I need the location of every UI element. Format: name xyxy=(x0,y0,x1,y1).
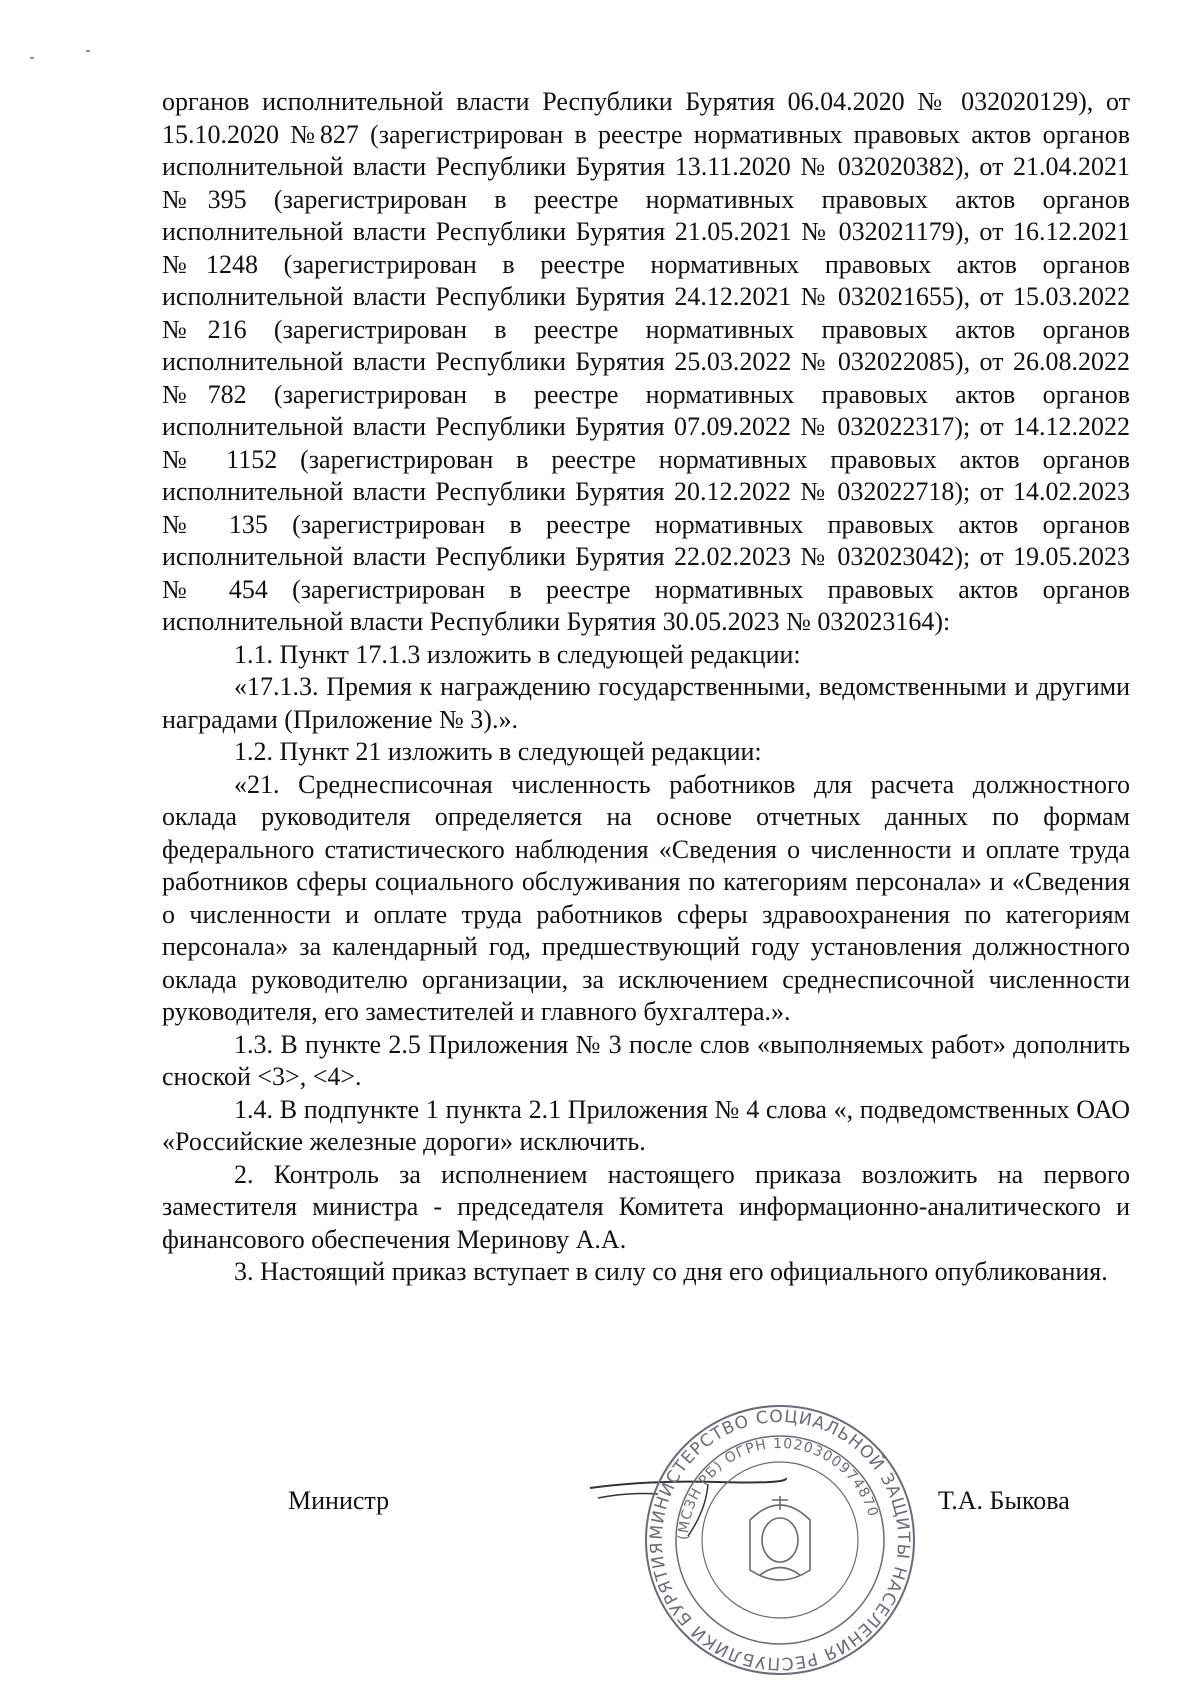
scan-artifact xyxy=(86,50,90,52)
official-seal xyxy=(640,1400,920,1680)
paragraph-quote-17-1-3: «17.1.3. Премия к награждению государственными, ведомственными и другими наградами (Приложение № 3).». xyxy=(162,672,1130,734)
signature-block xyxy=(0,1400,1200,1690)
paragraph-item-2: 2. Контроль за исполнением настоящего приказа возложить на первого заместителя министра - председателя Комитета информационно-аналитического и финансового обеспечения Меринову А.А. xyxy=(162,1159,1130,1254)
document-body xyxy=(162,86,1130,1289)
paragraph-item-1-2: 1.2. Пункт 21 изложить в следующей редакции: xyxy=(234,737,762,766)
svg-text:МИНИСТЕРСТВО СОЦИАЛЬНОЙ ЗАЩИТЫ: МИНИСТЕРСТВО СОЦИАЛЬНОЙ ЗАЩИТЫ НАСЕЛЕНИЯ РЕСПУБЛИКИ БУРЯТИЯ xyxy=(646,1406,914,1674)
paragraph-item-1-3: 1.3. В пункте 2.5 Приложения № 3 после слов «выполняемых работ» дополнить сноской <3>, <4>. xyxy=(162,1029,1130,1091)
paragraph-item-3: 3. Настоящий приказ вступает в силу со дня его официального опубликования. xyxy=(234,1257,1108,1286)
paragraph-item-1-4: 1.4. В подпункте 1 пункта 2.1 Приложения № 4 слова «, подведомственных ОАО «Российские железные дороги» исключить. xyxy=(162,1094,1130,1156)
paragraph-quote-21: «21. Среднесписочная численность работников для расчета должностного оклада руководителя определяется на основе отчетных данных по формам федерального статистического наблюдения «Сведения о численности и оплате труда работников сферы социального обслуживания по категориям персонала» и «Сведения о численности и оплате труда работников сферы здравоохранения по категориям персонала» за календарный год, предшествующий году установления должностного оклада руководителю организации, за исключением среднесписочной численности руководителя, его заместителей и главного бухгалтера.». xyxy=(162,769,1130,1026)
signatory-title: Министр xyxy=(288,1486,390,1515)
scan-artifact xyxy=(30,57,34,59)
paragraph-item-1-1: 1.1. Пункт 17.1.3 изложить в следующей редакции: xyxy=(234,639,801,669)
svg-text:(МСЗН РБ) ОГРН 1020300974870: (МСЗН РБ) ОГРН 1020300974870 xyxy=(675,1435,881,1541)
signatory-name: Т.А. Быкова xyxy=(938,1486,1070,1515)
paragraph-continuation: органов исполнительной власти Республики Бурятия 06.04.2020 № 032020129), от 15.10.2020 №827 (зарегистрирован в реестре нормативных правовых актов органов исполнительной власти Республики Бурятия 13.11.2020 № 032020382), от 21.04.2021 №395 (зарегистрирован в реестре нормативных правовых актов органов исполнительной власти Республики Бурятия 21.05.2021 № 032021179), от 16.12.2021 №1248 (зарегистрирован в реестре нормативных правовых актов органов исполнительной власти Республики Бурятия 24.12.2021 № 032021655), от 15.03.2022 №216 (зарегистрирован в реестре нормативных правовых актов органов исполнительной власти Республики Бурятия 25.03.2022 № 032022085), от 26.08.2022 №782 (зарегистрирован в реестре нормативных правовых актов органов исполнительной власти Республики Бурятия 07.09.2022 № 032022317); от 14.12.2022 № 1152 (зарегистрирован в реестре нормативных правовых актов органов исполнительной власти Республики Бурятия 20.12.2022 № 032022718); от 14.02.2023 № 135 (зарегистрирован в реестре нормативных правовых актов органов исполнительной власти Республики Бурятия 22.02.2023 № 032023042); от 19.05.2023 № 454 (зарегистрирован в реестре нормативных правовых актов органов исполнительной власти Республики Бурятия 30.05.2023 № 032023164): xyxy=(162,87,1130,636)
